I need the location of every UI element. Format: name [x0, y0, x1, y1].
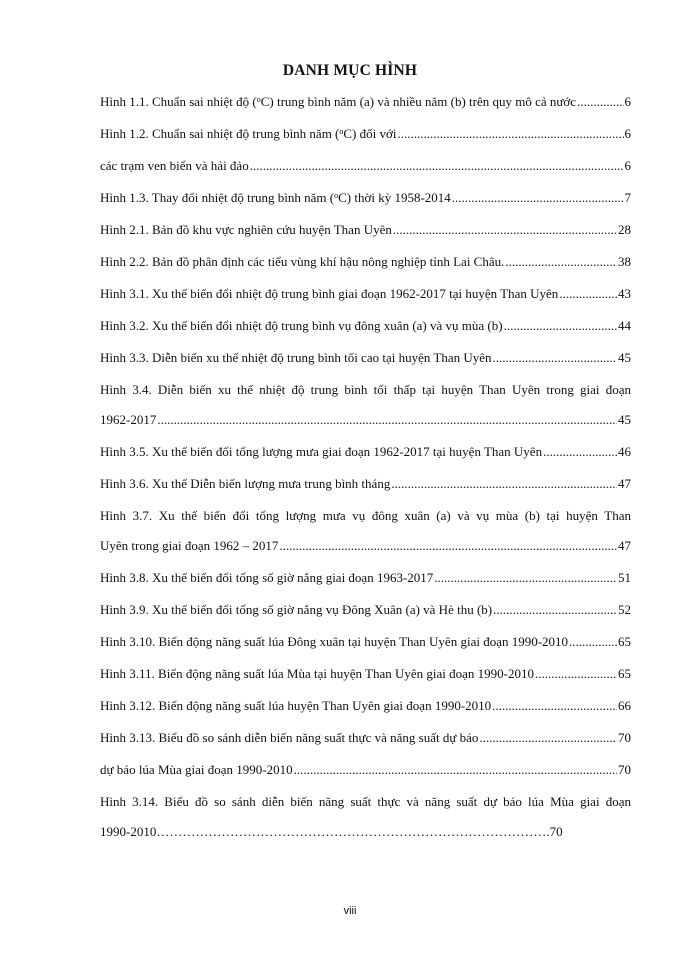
- entry-page-number: 7: [624, 190, 631, 205]
- figure-entry: [100, 730, 631, 746]
- entry-text-line1: Hình 3.4. Diễn biến xu thế nhiệt độ trung bình tối thấp tại huyện Than Uyên trong giai đoạn: [100, 382, 631, 397]
- entry-page-number: 66: [618, 698, 631, 713]
- entry-text: Hình 3.9. Xu thế biến đổi tổng số giờ nắng vụ Đông Xuân (a) và Hè thu (b): [100, 602, 493, 617]
- entry-page-number: 45: [618, 412, 631, 427]
- entry-page-number: 6: [624, 158, 631, 173]
- entry-text-line2: 1990-2010……………………………………………………………………………….: [100, 824, 550, 839]
- entry-page-number: 44: [618, 318, 631, 333]
- entry-text: Hình 2.2. Bản đồ phân định các tiểu vùng khí hậu nông nghiệp tỉnh Lai Châu.: [100, 254, 505, 269]
- entry-text: Hình 3.11. Biến động năng suất lúa Mùa tại huyện Than Uyên giai đoạn 1990-2010: [100, 666, 534, 681]
- dot-leader: [493, 602, 617, 618]
- entry-page-number: 65: [618, 634, 631, 649]
- entry-text: Hình 3.10. Biến động năng suất lúa Đông xuân tại huyện Than Uyên giai đoạn 1990-2010: [100, 634, 569, 649]
- dot-leader: [535, 666, 617, 682]
- entry-text: Hình 3.8. Xu thế biến đổi tổng số giờ nắng giai đoạn 1963-2017: [100, 570, 434, 585]
- dot-leader: [434, 570, 617, 586]
- figure-entry: [100, 158, 631, 174]
- entry-text: Hình 1.3. Thay đổi nhiệt độ trung bình năm ($^o$C) thời kỳ 1958-2014: [100, 190, 451, 205]
- figure-list: [100, 94, 631, 856]
- dot-leader: [492, 698, 617, 714]
- entry-text: Hình 3.6. Xu thế Diễn biến lượng mưa trung bình tháng: [100, 476, 391, 491]
- entry-text-line1: Hình 3.14. Biểu đồ so sánh diễn biến năng suất thực và năng suất dự báo lúa Mùa giai đoạn: [100, 794, 631, 809]
- page-title: DANH MỤC HÌNH: [282, 62, 418, 79]
- entry-page-number: 47: [618, 476, 631, 491]
- figure-entry: [100, 508, 631, 554]
- dot-leader: [504, 318, 617, 334]
- entry-page-number: 6: [624, 94, 631, 109]
- dot-leader: [559, 286, 617, 302]
- figure-entry: [100, 698, 631, 714]
- entry-text: Hình 3.3. Diễn biến xu thế nhiệt độ trung bình tối cao tại huyện Than Uyên: [100, 350, 492, 365]
- entry-page-number: 38: [618, 254, 631, 269]
- figure-entry: [100, 602, 631, 618]
- entry-text: Hình 1.2. Chuẩn sai nhiệt độ trung bình năm ($^o$C) đối với: [100, 126, 397, 141]
- figure-entry: [100, 634, 631, 650]
- dot-leader: [391, 476, 617, 492]
- entry-text: Hình 3.1. Xu thế biến đổi nhiệt độ trung bình giai đoạn 1962-2017 tại huyện Than Uyên: [100, 286, 559, 301]
- entry-text: Hình 1.1. Chuẩn sai nhiệt độ ($^o$C) trung bình năm (a) và nhiều năm (b) trên quy mô cả nước: [100, 94, 577, 109]
- page-number-footer: viii: [343, 905, 357, 917]
- entry-page-number: 52: [618, 602, 631, 617]
- entry-page-number: 45: [618, 350, 631, 365]
- figure-entry: [100, 254, 631, 270]
- dot-leader: [452, 190, 624, 206]
- entry-page-number: 51: [618, 570, 631, 585]
- entry-text: Hình 3.13. Biểu đồ so sánh diễn biến năng suất thực và năng suất dự báo: [100, 730, 479, 745]
- entry-text: các trạm ven biển và hải đảo: [100, 158, 249, 173]
- entry-page-number: 70: [618, 730, 631, 745]
- entry-text-line1: Hình 3.7. Xu thế biến đổi tổng lượng mưa vụ đông xuân (a) và vụ mùa (b) tại huyện Than: [100, 508, 631, 523]
- dot-leader: [543, 444, 617, 460]
- figure-entry: [100, 762, 631, 778]
- entry-text: Hình 3.12. Biến động năng suất lúa huyện Than Uyên giai đoạn 1990-2010: [100, 698, 492, 713]
- entry-text-line2: Uyên trong giai đoạn 1962 – 2017: [100, 538, 279, 553]
- figure-entry: [100, 190, 631, 206]
- entry-text: dự báo lúa Mùa giai đoạn 1990-2010: [100, 762, 293, 777]
- figure-entry: [100, 126, 631, 142]
- entry-text: Hình 3.5. Xu thế biến đổi tổng lượng mưa giai đoạn 1962-2017 tại huyện Than Uyên: [100, 444, 543, 459]
- entry-text-line2: 1962-2017: [100, 412, 157, 427]
- dot-leader: [279, 538, 617, 554]
- figure-entry: [100, 794, 631, 840]
- figure-entry: [100, 382, 631, 428]
- entry-page-number: 65: [618, 666, 631, 681]
- entry-page-number: 47: [618, 538, 631, 553]
- figure-entry: [100, 222, 631, 238]
- entry-text: Hình 2.1. Bản đồ khu vực nghiên cứu huyện Than Uyên: [100, 222, 392, 237]
- figure-entry: [100, 318, 631, 334]
- figure-entry: [100, 444, 631, 460]
- entry-page-number: 28: [618, 222, 631, 237]
- dot-leader: [398, 126, 624, 142]
- figure-entry: [100, 350, 631, 366]
- dot-leader: [479, 730, 617, 746]
- dot-leader: [505, 254, 617, 270]
- dot-leader: [157, 412, 617, 428]
- figure-entry: [100, 94, 631, 110]
- entry-page-number: 43: [618, 286, 631, 301]
- dot-leader: [493, 350, 618, 366]
- entry-page-number: 46: [618, 444, 631, 459]
- dot-leader: [250, 158, 624, 174]
- entry-text: Hình 3.2. Xu thế biến đổi nhiệt độ trung bình vụ đông xuân (a) và vụ mùa (b): [100, 318, 503, 333]
- entry-page-number: 70: [549, 824, 563, 839]
- entry-page-number: 6: [624, 126, 631, 141]
- dot-leader: [393, 222, 617, 238]
- figure-entry: [100, 286, 631, 302]
- entry-page-number: 70: [618, 762, 631, 777]
- figure-entry: [100, 570, 631, 586]
- dot-leader: [577, 94, 623, 110]
- dot-leader: [569, 634, 617, 650]
- figure-entry: [100, 666, 631, 682]
- figure-entry: [100, 476, 631, 492]
- dot-leader: [294, 762, 617, 778]
